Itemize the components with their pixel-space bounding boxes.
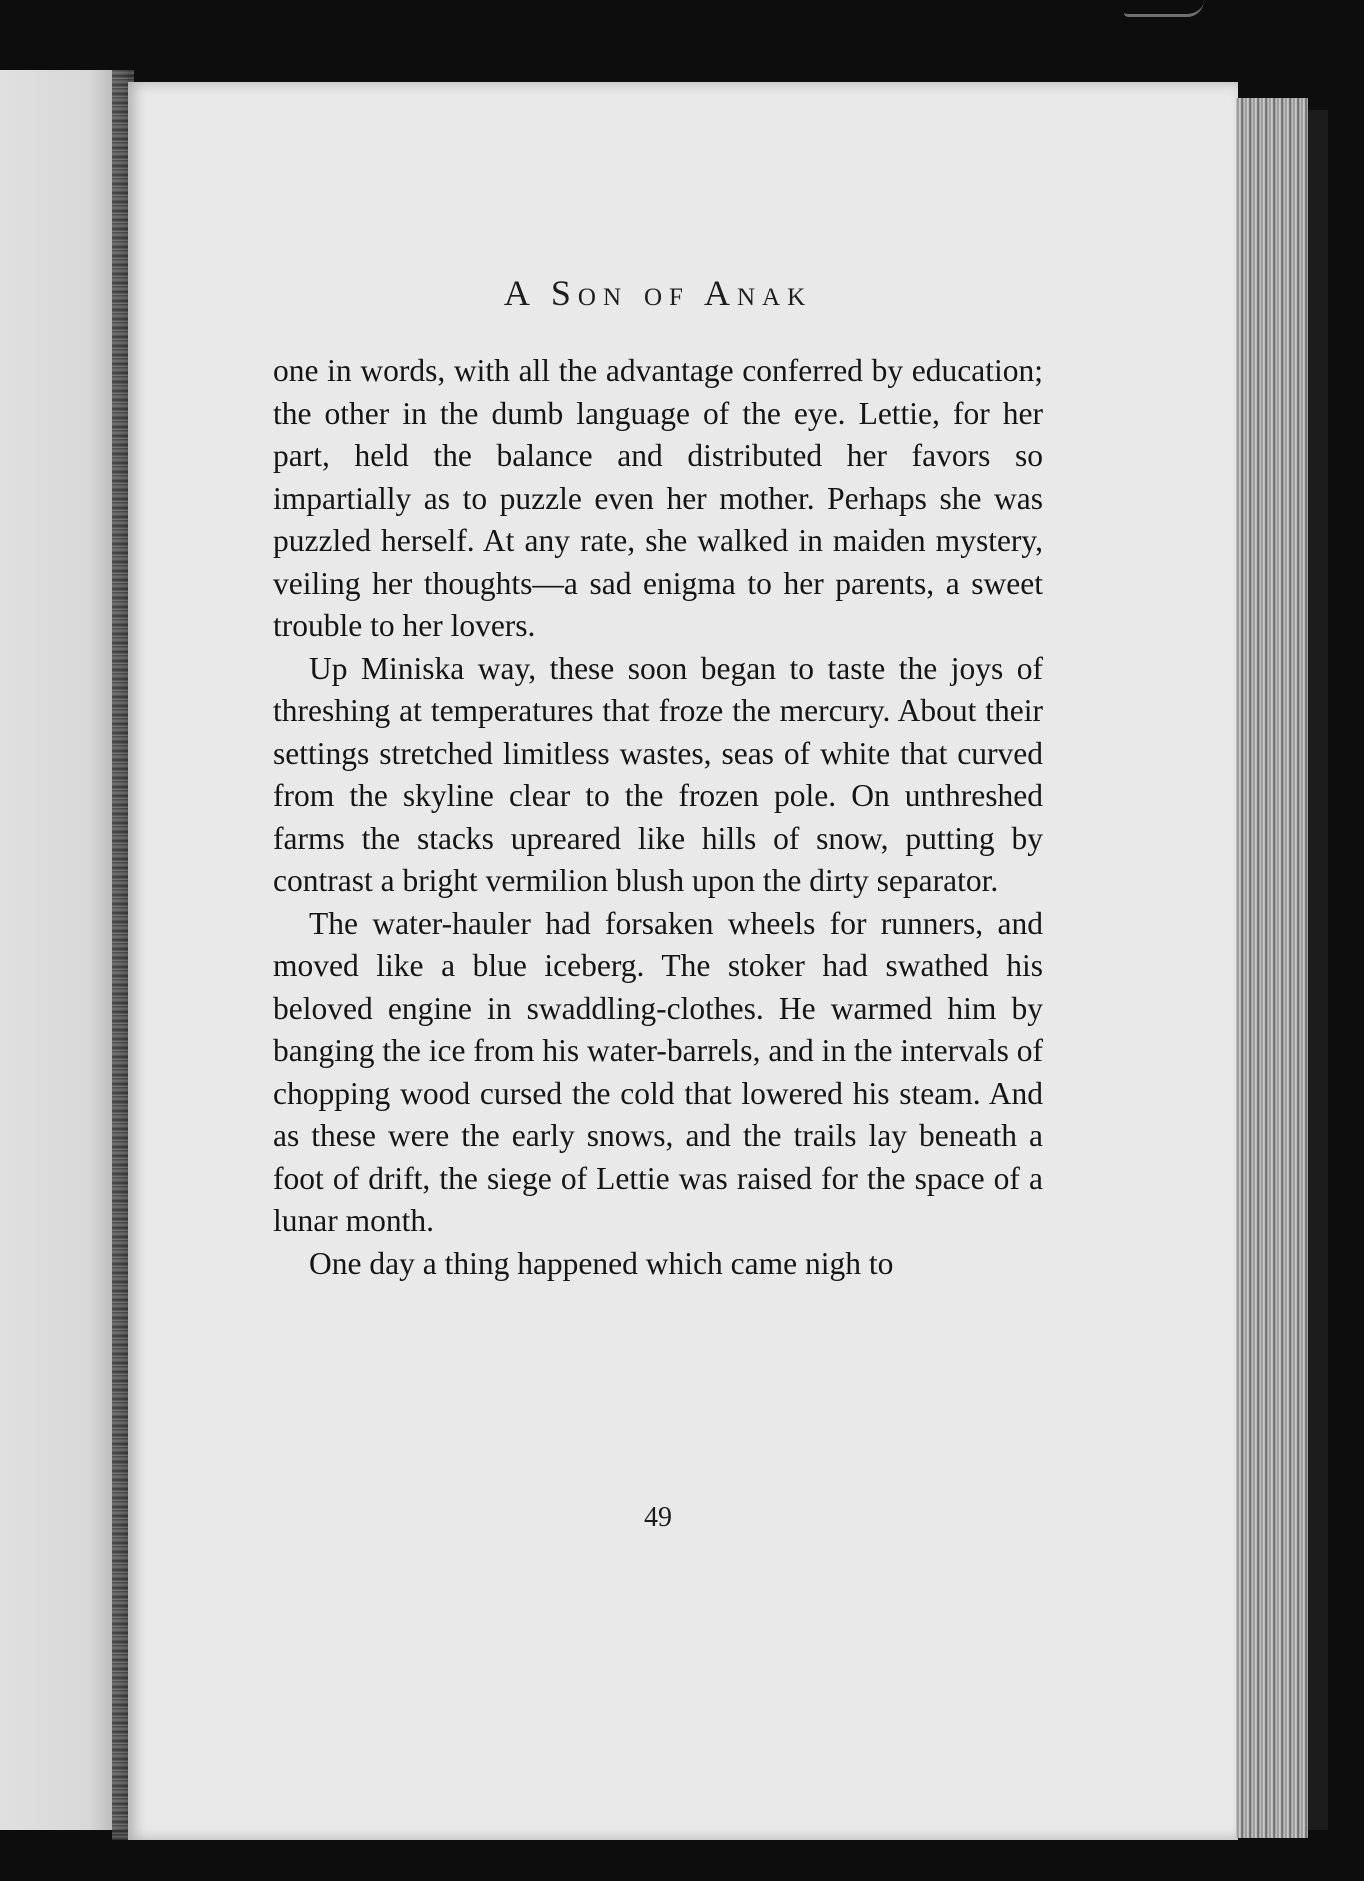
running-head: A Son of Anak <box>503 273 813 313</box>
book-cover-edge <box>1308 110 1328 1830</box>
page-stack-edge <box>1236 98 1308 1838</box>
body-text <box>273 350 1043 1285</box>
page-number: 49 <box>644 1502 672 1533</box>
scan-artifact-mark <box>1124 0 1204 17</box>
left-page-edge <box>0 70 128 1830</box>
paragraph-1: one in words, with all the advantage conferred by education; the other in the dumb language of the eye. Lettie, for her part, held the balance and distributed her favors so impartially as to puzzle even her mother. Perhaps she was puzzled herself. At any rate, she walked in maiden mystery, veiling her thoughts—a sad enigma to her parents, a sweet trouble to her lovers. <box>273 353 1043 643</box>
paragraph-4: One day a thing happened which came nigh to <box>309 1245 894 1281</box>
paragraph-3: The water-hauler had forsaken wheels for runners, and moved like a blue iceberg. The stoker had swathed his beloved engine in swaddling-clothes. He warmed him by banging the ice from his water-barrels, and in the intervals of chopping wood cursed the cold that lowered his steam. And as these were the early snows, and the trails lay beneath a foot of drift, the siege of Lettie was raised for the space of a lunar month. <box>273 905 1043 1238</box>
paragraph-2: Up Miniska way, these soon began to taste the joys of threshing at temperatures that froze the mercury. About their settings stretched limitless wastes, seas of white that curved from the skyline clear to the frozen pole. On unthreshed farms the stacks upreared like hills of snow, putting by contrast a bright vermilion blush upon the dirty separator. <box>273 650 1043 898</box>
